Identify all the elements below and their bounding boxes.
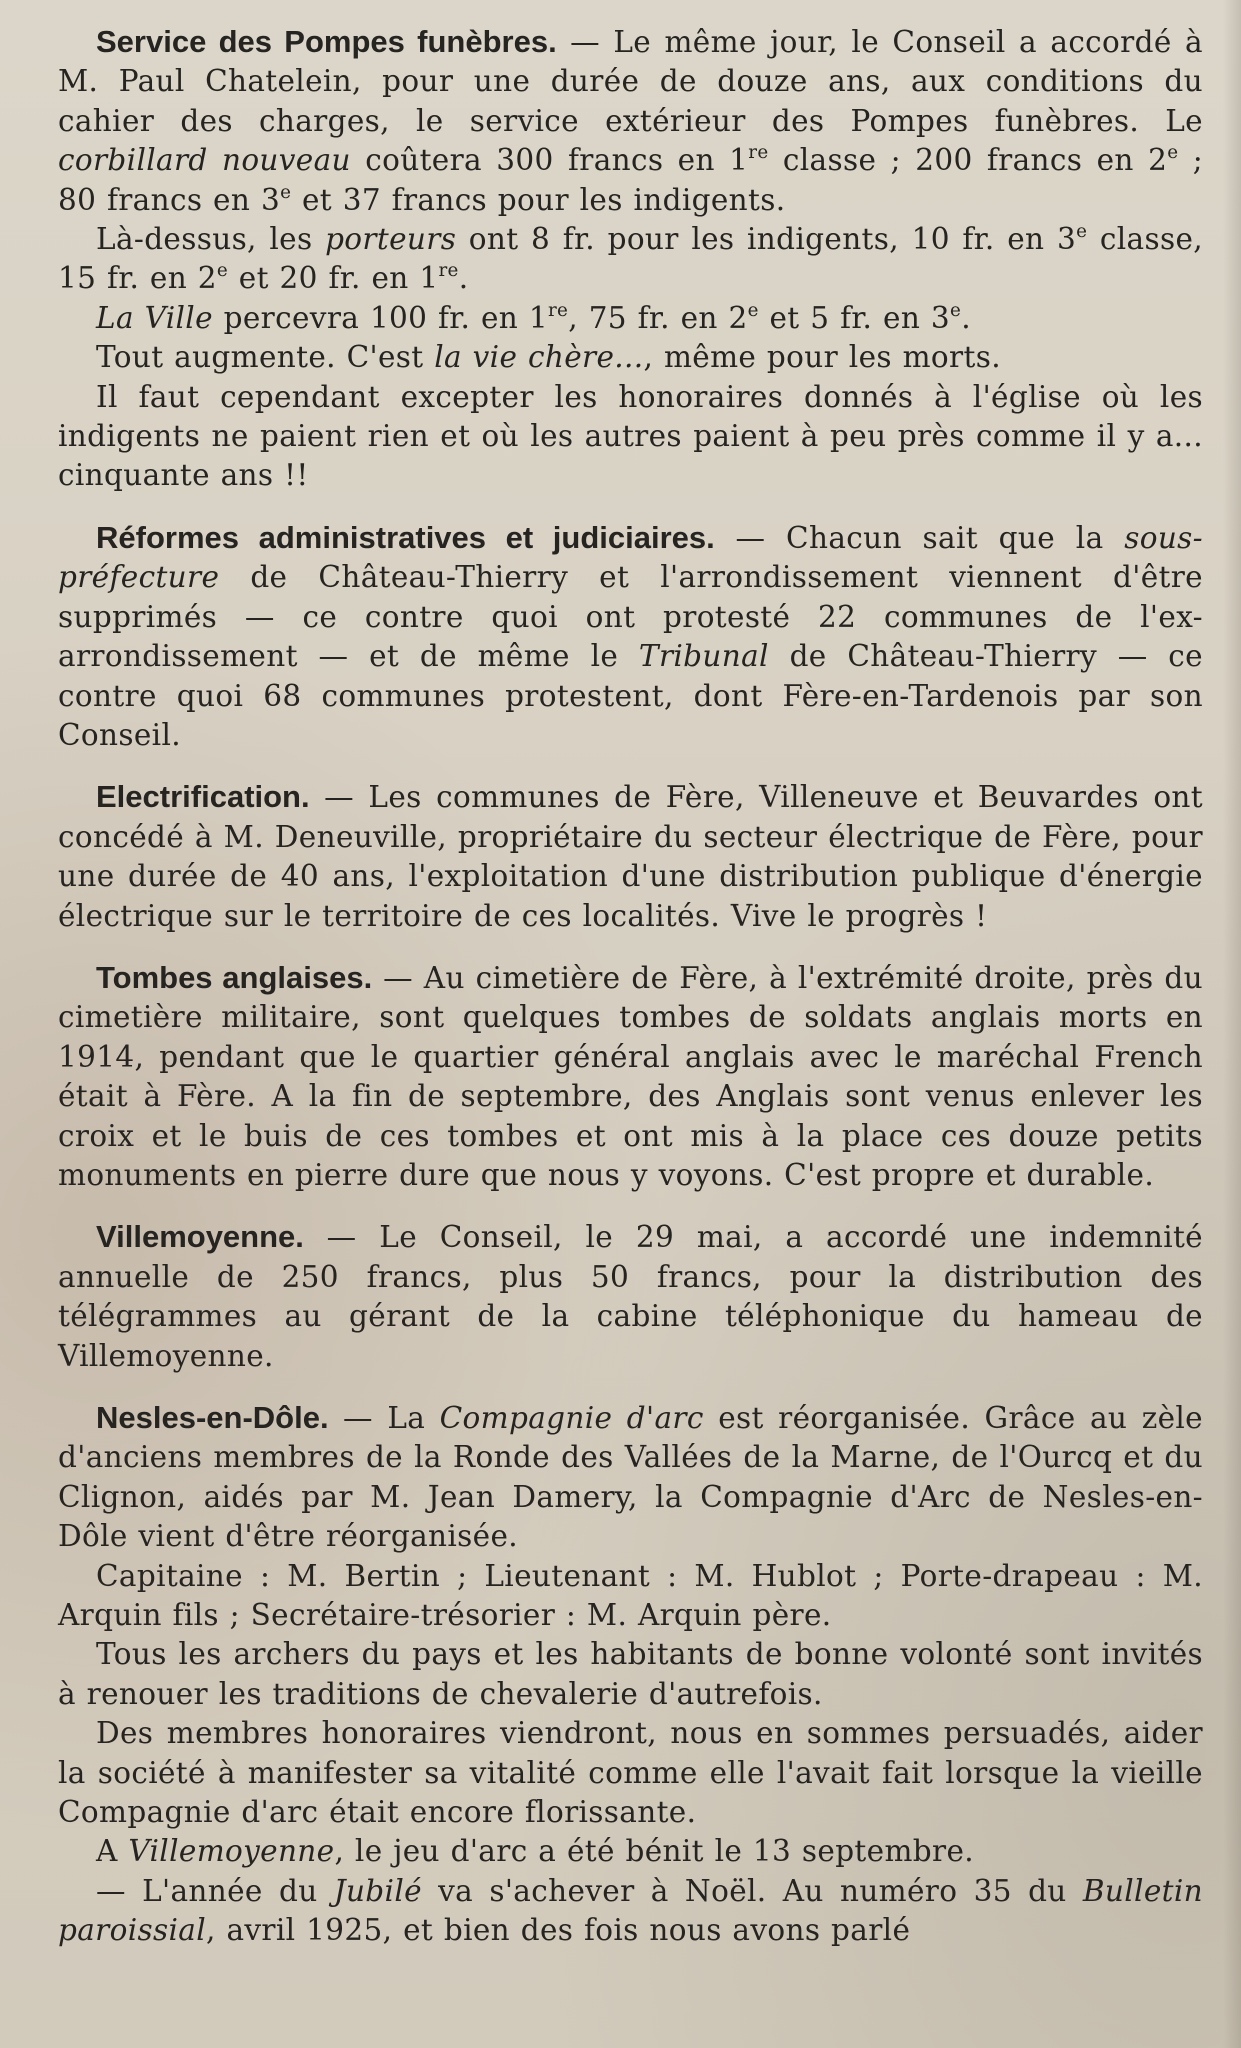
body-text: , 75 fr. en 2 — [568, 300, 748, 335]
body-text: — Chacun sait que la — [714, 520, 1125, 555]
article-heading: Tombes anglaises. — [96, 959, 373, 995]
italic-text: Jubilé — [333, 1873, 422, 1908]
body-text: de Château-Thierry et l'arrondissement viennent d'être supprimés — ce contre quoi ont protesté 22 communes de l'ex-arrondissement — et de même le — [58, 560, 1203, 674]
article-lead-paragraph — [58, 22, 1203, 220]
article-section — [58, 518, 1203, 755]
body-text: ; 80 francs en 3 — [58, 143, 1203, 217]
article-heading: Service des Pompes funèbres. — [96, 24, 557, 59]
italic-text: porteurs — [325, 222, 457, 257]
body-text: — Le Conseil, le 29 mai, a accordé une indemnité annuelle de 250 francs, plus 50 francs, pour la distribution des télégrammes au gérant de la cabine téléphonique du hameau de Villemoyenne. — [58, 1220, 1203, 1373]
body-text: — Au cimetière de Fère, à l'extrémité droite, près du cimetière militaire, sont quelques tombes de soldats anglais morts en 1914, pendant que le quartier général anglais avec le maréchal French était à Fère. A la fin de septembre, des Anglais sont venus enlever les croix et le buis de ces tombes et ont mis à la place ces douze petits monuments en pierre dure que nous y voyons. C'est propre et durable. — [58, 960, 1203, 1192]
ordinal-superscript: re — [438, 260, 459, 282]
body-text: — Le même jour, le Conseil a accordé à M. Paul Chatelein, pour une durée de douze ans, aux conditions du cahier des charges, le service extérieur des Pompes funèbres. Le — [58, 25, 1203, 138]
body-text: , le jeu d'arc a été bénit le 13 septembre. — [334, 1834, 974, 1869]
article-paragraph — [58, 338, 1203, 377]
body-text: — L'année du — [96, 1873, 334, 1908]
article-heading: Nesles-en-Dôle. — [96, 1400, 329, 1435]
italic-text: Tribunal — [638, 639, 769, 674]
article-paragraph — [58, 1635, 1203, 1714]
body-text: A — [96, 1834, 129, 1869]
ordinal-superscript: e — [280, 181, 292, 203]
body-text: Il faut cependant excepter les honoraires donnés à l'église où les indigents ne paient rien et où les autres paient à peu près comme il y a... cinquante ans !! — [58, 379, 1203, 493]
body-text: — Les communes de Fère, Villeneuve et Beuvardes ont concédé à M. Deneuville, propriétaire du secteur électrique de Fère, pour une durée de 40 ans, l'exploitation d'une distribution publique d'énergie électrique sur le territoire de ces localités. Vive le progrès ! — [58, 780, 1203, 933]
italic-text: Villemoyenne — [128, 1834, 335, 1869]
italic-text: La Ville — [96, 300, 213, 335]
body-text: . — [961, 300, 971, 335]
body-text: , avril 1925, et bien des fois nous avons parlé — [206, 1913, 911, 1948]
body-text: Capitaine : M. Bertin ; Lieutenant : M. Hublot ; Porte-drapeau : M. Arquin fils ; Secrétaire-trésorier : M. Arquin père. — [58, 1558, 1203, 1633]
ordinal-superscript: e — [1167, 142, 1179, 164]
article-paragraph — [58, 1872, 1203, 1951]
body-text: est réorganisée. Grâce au zèle d'anciens membres de la Ronde des Vallées de la Marne, de l'Ourcq et du Clignon, aidés par M. Jean Damery, la Compagnie d'Arc de Nesles-en-Dôle vient d'être réorganisée. — [58, 1401, 1203, 1554]
body-text: et 20 fr. en 1 — [228, 261, 439, 296]
body-text: et 5 fr. en 3 — [758, 300, 951, 335]
ordinal-superscript: re — [547, 299, 569, 321]
body-text: — La — [328, 1401, 440, 1435]
body-text: classe ; 200 francs en 2 — [768, 143, 1168, 178]
article-paragraph — [58, 1832, 1203, 1871]
article-paragraph — [58, 1714, 1203, 1832]
body-text: ont 8 fr. pour les indigents, 10 fr. en 3 — [456, 222, 1077, 257]
article-section — [58, 1398, 1203, 1951]
article-paragraph — [58, 1557, 1203, 1636]
ordinal-superscript: re — [748, 142, 769, 164]
italic-text: la vie chère... — [434, 340, 644, 375]
body-text: classe, 15 fr. en 2 — [58, 222, 1203, 296]
article-section — [58, 1217, 1203, 1376]
body-text: Là-dessus, les — [96, 222, 326, 257]
body-text: Des membres honoraires viendront, nous en sommes persuadés, aider la société à manifester sa vitalité comme elle l'avait fait lorsque la vieille Compagnie d'arc était encore florissante. — [58, 1716, 1203, 1830]
article-paragraph — [58, 299, 1203, 338]
body-text: . — [458, 261, 469, 296]
ordinal-superscript: e — [747, 299, 759, 321]
italic-text: sous-préfecture — [58, 520, 1203, 595]
italic-text: Bulletin paroissial — [58, 1873, 1203, 1948]
article-heading: Electrification. — [96, 779, 310, 815]
article-lead-paragraph — [58, 1398, 1203, 1557]
article-section — [58, 777, 1203, 936]
body-text: Tous les archers du pays et les habitants de bonne volonté sont invités à renouer les traditions de chevalerie d'autrefois. — [58, 1637, 1203, 1711]
article-heading: Villemoyenne. — [96, 1219, 304, 1255]
body-text: va s'achever à Noël. Au numéro 35 du — [421, 1873, 1083, 1908]
body-text: , même pour les morts. — [643, 340, 1001, 375]
ordinal-superscript: e — [950, 299, 962, 321]
article-section — [58, 958, 1203, 1195]
ordinal-superscript: e — [216, 260, 229, 282]
body-text: et 37 francs pour les indigents. — [291, 182, 786, 217]
article-lead-paragraph — [58, 518, 1203, 755]
article-heading: Réformes administratives et judiciaires. — [96, 519, 715, 555]
article-lead-paragraph — [58, 1217, 1203, 1376]
body-text: de Château-Thierry — ce contre quoi 68 communes protestent, dont Fère-en-Tardenois par son Conseil. — [58, 639, 1203, 752]
italic-text: Compagnie d'arc — [439, 1401, 704, 1435]
body-text: percevra 100 fr. en 1 — [212, 300, 548, 335]
article-lead-paragraph — [58, 958, 1203, 1195]
article-lead-paragraph — [58, 777, 1203, 936]
italic-text: corbillard nouveau — [58, 143, 351, 178]
article-column — [58, 22, 1203, 1951]
page-edge-shadow — [1223, 0, 1241, 2048]
body-text: Tout augmente. C'est — [96, 340, 435, 375]
article-paragraph — [58, 378, 1203, 496]
article-section — [58, 22, 1203, 496]
article-paragraph — [58, 220, 1203, 299]
body-text: coûtera 300 francs en 1 — [350, 143, 749, 178]
ordinal-superscript: e — [1076, 221, 1088, 243]
